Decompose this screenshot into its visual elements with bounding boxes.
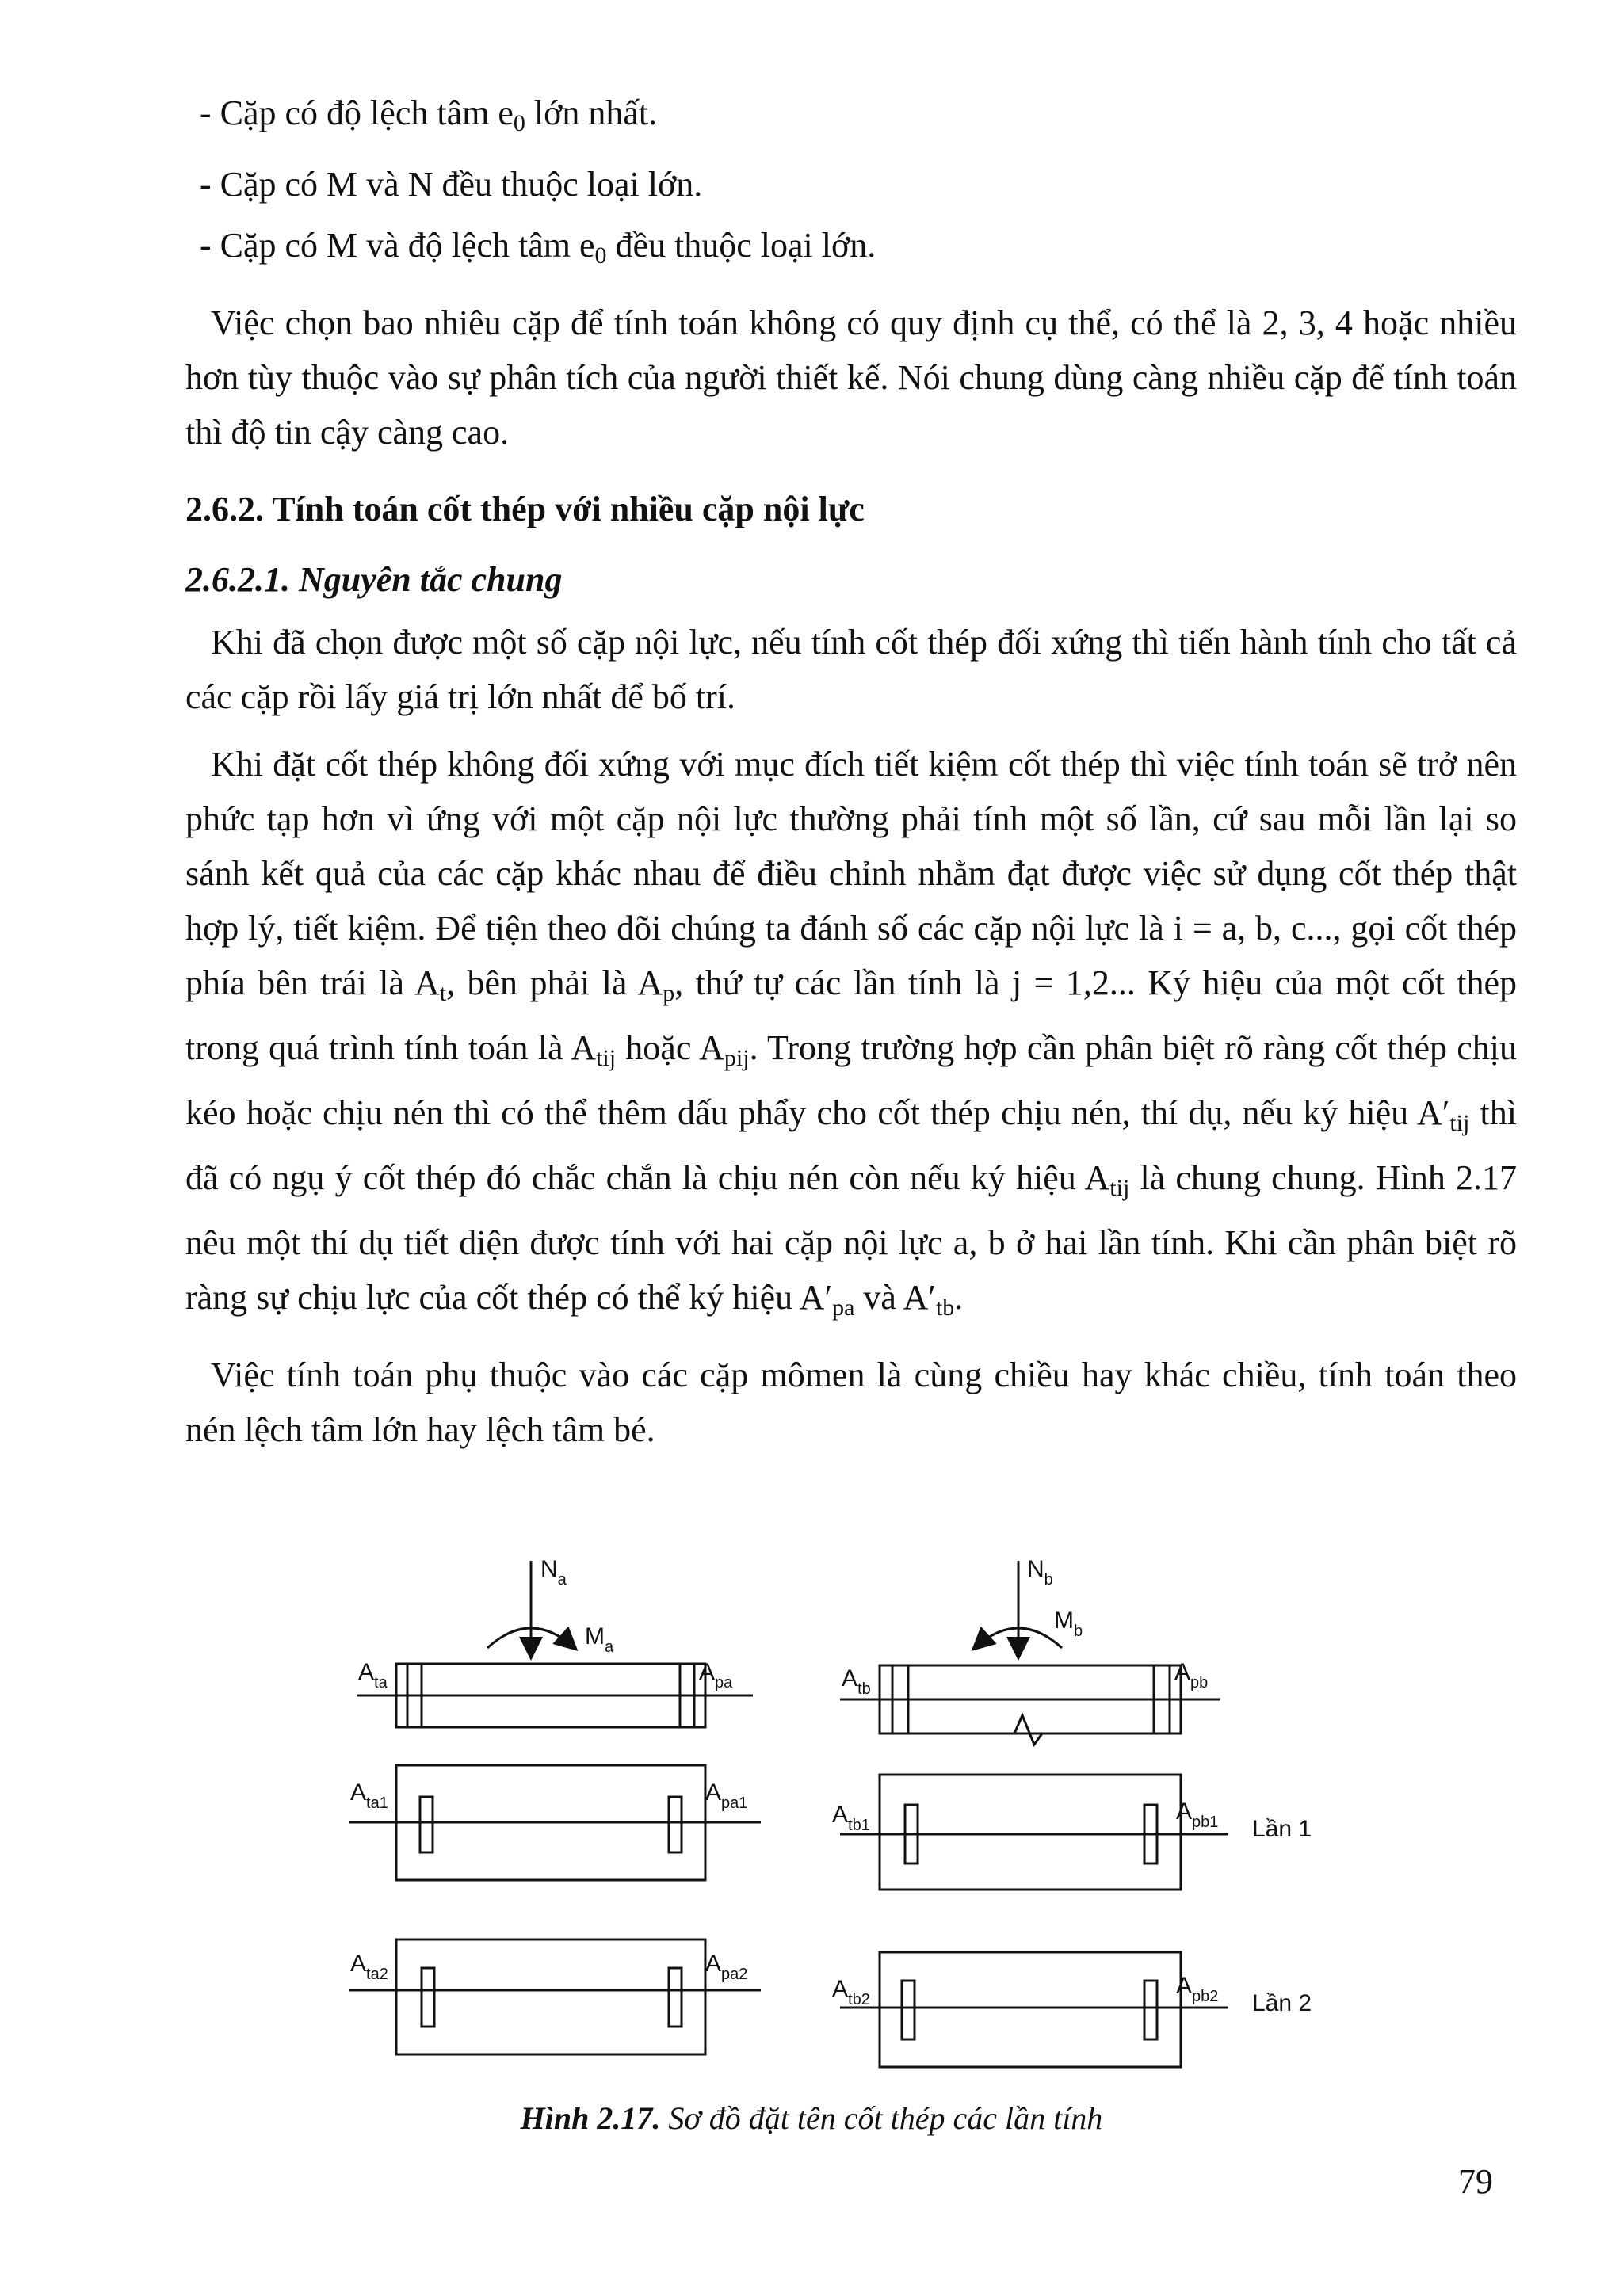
steel-label: $A_{pa1}$ bbox=[705, 1779, 748, 1812]
bullet-item: - Cặp có M và N đều thuộc loại lớn. bbox=[200, 165, 703, 204]
steel-label: $A_{pb1}$ bbox=[1176, 1798, 1219, 1831]
paragraph: Việc tính toán phụ thuộc vào các cặp mômen là cùng chiều hay khác chiều, tính toán theo nén lệch tâm lớn hay lệch tâm bé. bbox=[185, 1356, 1517, 1449]
steel-label: $A_{pa}$ bbox=[699, 1659, 733, 1691]
steel-label: $A_{ta1}$ bbox=[350, 1779, 388, 1812]
steel-label: $A_{ta2}$ bbox=[350, 1951, 388, 1983]
lan-2-label: Lần 2 bbox=[1252, 1990, 1312, 2016]
force-label: $N_a$ bbox=[540, 1556, 567, 1589]
reinforcement-diagram bbox=[333, 1537, 1339, 2092]
body-text bbox=[185, 86, 1517, 1457]
page-number: 79 bbox=[1458, 2162, 1493, 2201]
paragraph: Việc chọn bao nhiêu cặp để tính toán không có quy định cụ thể, có thể là 2, 3, 4 hoặc nhiều hơn tùy thuộc vào sự phân tích của người thiết kế. Nói chung dùng càng nhiều cặp để tính toán thì độ tin cậy càng cao. bbox=[185, 303, 1517, 452]
moment-label: $M_a$ bbox=[585, 1623, 614, 1656]
subsection-heading: 2.6.2.1. Nguyên tắc chung bbox=[185, 560, 563, 599]
section-heading: 2.6.2. Tính toán cốt thép với nhiều cặp nội lực bbox=[185, 490, 865, 528]
steel-label: $A_{pb2}$ bbox=[1176, 1973, 1219, 2005]
steel-label: $A_{pb}$ bbox=[1174, 1659, 1209, 1691]
figure-2-17 bbox=[333, 1537, 1339, 2092]
figure-caption: Hình 2.17. Sơ đồ đặt tên cốt thép các lần tính bbox=[520, 2100, 1103, 2136]
steel-label: $A_{tb1}$ bbox=[832, 1802, 870, 1834]
paragraph: Khi đã chọn được một số cặp nội lực, nếu tính cốt thép đối xứng thì tiến hành tính cho tất cả các cặp rồi lấy giá trị lớn nhất để bố trí. bbox=[185, 623, 1517, 716]
paragraph: Khi đặt cốt thép không đối xứng với mục đích tiết kiệm cốt thép thì việc tính toán sẽ trở nên phức tạp hơn vì ứng với một cặp nội lực thường phải tính một số lần, cứ sau mỗi lần lại so sánh kết quả của các cặp khác nhau để điều chỉnh nhằm đạt được việc sử dụng cốt thép thật hợp lý, tiết kiệm. Để tiện theo dõi chúng ta đánh số các cặp nội lực là i = a, b, c..., gọi cốt thép phía bên trái là $A_t$, bên phải là $A_p$, thứ tự các lần tính là j = 1,2... Ký hiệu của một cốt thép trong quá trình tính toán là $A_{tij}$ hoặc $A_{pij}$. Trong trường hợp cần phân biệt rõ ràng cốt thép chịu kéo hoặc chịu nén thì có thể thêm dấu phẩy cho cốt thép chịu nén, thí dụ, nếu ký hiệu $A'_{tij}$ thì đã có ngụ ý cốt thép đó chắc chắn là chịu nén còn nếu ký hiệu $A_{tij}$ là chung chung. Hình 2.17 nêu một thí dụ tiết diện được tính với hai cặp nội lực a, b ở hai lần tính. Khi cần phân biệt rõ ràng sự chịu lực của cốt thép có thể ký hiệu $A'_{pa}$ và $A'_{tb}$. bbox=[185, 745, 1518, 1321]
force-label: $N_b$ bbox=[1027, 1556, 1053, 1589]
moment-label: $M_b$ bbox=[1054, 1608, 1083, 1640]
steel-label: $A_{tb}$ bbox=[842, 1665, 871, 1698]
steel-label: $A_{ta}$ bbox=[358, 1659, 388, 1691]
lan-1-label: Lần 1 bbox=[1252, 1816, 1312, 1842]
bullet-item: - Cặp có độ lệch tâm $e_0$ lớn nhất. bbox=[200, 93, 658, 136]
steel-label: $A_{pa2}$ bbox=[705, 1951, 748, 1983]
steel-label: $A_{tb2}$ bbox=[832, 1976, 870, 2008]
bullet-item: - Cặp có M và độ lệch tâm $e_0$ đều thuộc loại lớn. bbox=[200, 226, 876, 269]
